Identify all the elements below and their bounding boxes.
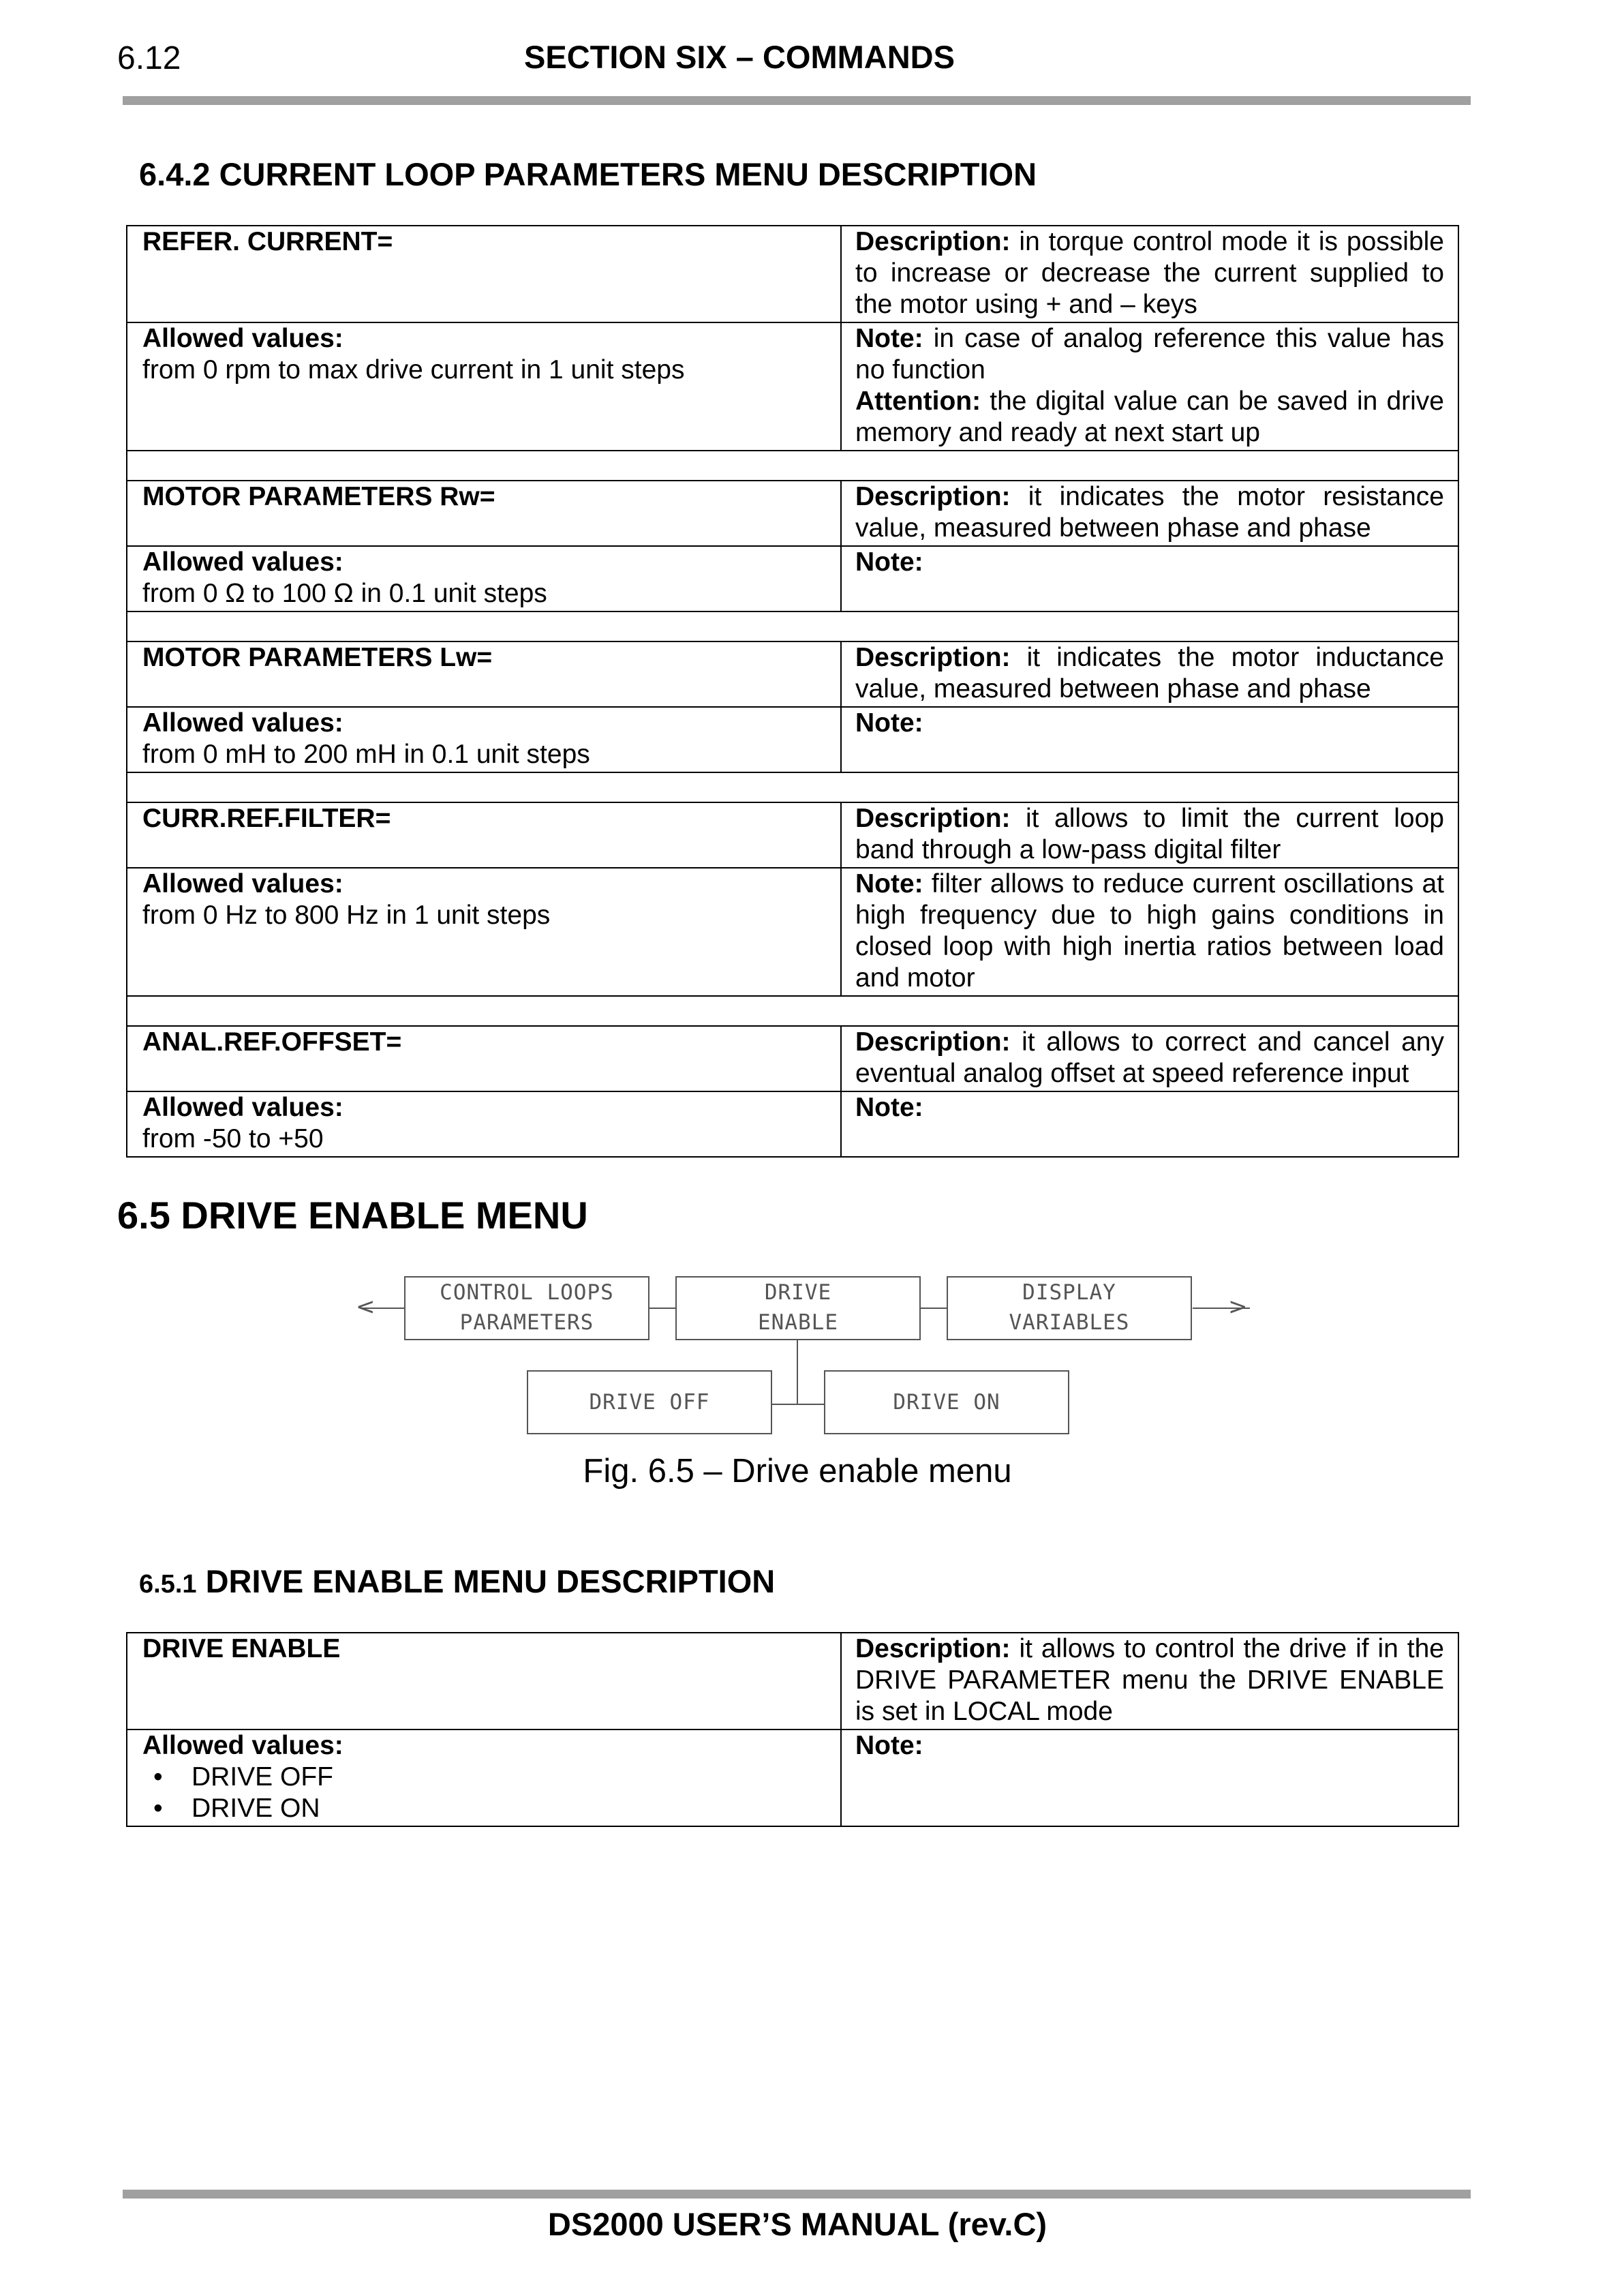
table-spacer-row [127,451,1458,481]
page-number: 6.12 [117,40,181,76]
allowed-values-label: Allowed values: [142,869,343,898]
right-arrow-icon: > [1228,1293,1248,1320]
allowed-values-text: from 0 rpm to max drive current in 1 unit steps [142,355,685,384]
allowed-values-cell [127,707,841,772]
note-cell [841,1091,1458,1157]
footer-title: DS2000 USER’S MANUAL (rev.C) [547,2206,1047,2242]
figure-caption: Fig. 6.5 – Drive enable menu [583,1453,1012,1490]
table-row [127,226,1458,322]
allowed-values-label: Allowed values: [142,324,343,353]
note-text: in case of analog reference this value has no function [855,324,1444,384]
allowed-values-cell [127,868,841,996]
description-label: Description: [855,1634,1011,1663]
drive-on-box [824,1370,1069,1434]
allowed-values-text: from 0 mH to 200 mH in 0.1 unit steps [142,740,590,769]
description-label: Description: [855,227,1011,256]
param-name-cell [127,481,841,546]
allowed-values-cell [127,546,841,611]
list-item-text: DRIVE ON [192,1794,320,1823]
param-name: ANAL.REF.OFFSET= [142,1027,402,1057]
drive-enable-menu-diagram [354,1265,1248,1442]
description-cell [841,641,1458,707]
display-variables-box [947,1276,1192,1340]
left-arrow-icon: < [356,1293,376,1320]
allowed-values-label: Allowed values: [142,708,343,738]
param-name-cell [127,226,841,322]
note-cell [841,546,1458,611]
list-item [142,1762,827,1793]
table-row [127,1091,1458,1157]
connector-line [797,1339,798,1404]
param-name: MOTOR PARAMETERS Lw= [142,643,493,672]
allowed-values-text: from 0 Ω to 100 Ω in 0.1 unit steps [142,579,547,608]
param-name: CURR.REF.FILTER= [142,804,391,833]
description-label: Description: [855,643,1011,672]
description-cell [841,802,1458,868]
description-label: Description: [855,804,1011,833]
heading-text: DRIVE ENABLE MENU DESCRIPTION [196,1563,776,1599]
note-label: Note: [855,547,923,577]
allowed-values-label: Allowed values: [142,547,343,577]
current-loop-parameters-table [126,225,1459,1158]
box-label: DRIVE OFF [589,1390,710,1415]
param-name: DRIVE ENABLE [142,1634,341,1663]
box-label: VARIABLES [1009,1310,1130,1335]
attention-label: Attention: [855,387,981,416]
param-name: REFER. CURRENT= [142,227,393,256]
header-rule [123,96,1471,105]
table-spacer-row [127,611,1458,641]
box-label: DISPLAY [1022,1280,1116,1305]
box-label: DRIVE [764,1280,832,1305]
list-item [142,1793,827,1824]
connector-line [648,1308,675,1309]
bullet-icon: • [153,1794,163,1823]
box-label: DRIVE ON [893,1390,1000,1415]
description-cell [841,226,1458,322]
note-label: Note: [855,708,923,738]
note-label: Note: [855,869,923,898]
note-label: Note: [855,1731,923,1760]
table-row [127,641,1458,707]
note-cell [841,707,1458,772]
connector-line [919,1308,947,1309]
table-spacer-row [127,772,1458,802]
table-row [127,802,1458,868]
drive-enable-table [126,1632,1459,1827]
param-name-cell [127,641,841,707]
note-cell [841,868,1458,996]
section-642-heading: 6.4.2 CURRENT LOOP PARAMETERS MENU DESCRIPTION [139,156,1037,192]
description-text: it allows to control the drive if in the DRIVE PARAMETER menu the DRIVE ENABLE is set in LOCAL mode [855,1634,1444,1726]
bullet-icon: • [153,1762,163,1792]
note-cell [841,1729,1458,1826]
table-row [127,868,1458,996]
table-row [127,546,1458,611]
table-row [127,1729,1458,1826]
allowed-values-label: Allowed values: [142,1731,343,1760]
param-name: MOTOR PARAMETERS Rw= [142,482,495,511]
description-cell [841,1026,1458,1091]
section-65-heading: 6.5 DRIVE ENABLE MENU [117,1194,588,1237]
drive-enable-box [675,1276,921,1340]
description-text: it indicates the motor inductance value, measured between phase and phase [855,643,1444,704]
param-name-cell [127,1633,841,1729]
table-row [127,481,1458,546]
description-text: it allows to limit the current loop band through a low-pass digital filter [855,804,1444,864]
description-label: Description: [855,1027,1011,1057]
section-651-heading [139,1562,775,1600]
heading-number: 6.5.1 [139,1570,197,1599]
note-cell [841,322,1458,451]
allowed-values-text: from 0 Hz to 800 Hz in 1 unit steps [142,901,551,930]
param-name-cell [127,1026,841,1091]
note-label: Note: [855,324,923,353]
allowed-values-list [142,1762,827,1824]
footer-rule [123,2190,1471,2199]
note-text: filter allows to reduce current oscillations at high frequency due to high gains conditions in closed loop with high inertia ratios between load and motor [855,869,1444,993]
table-row [127,1026,1458,1091]
allowed-values-label: Allowed values: [142,1093,343,1122]
drive-off-box [527,1370,772,1434]
note-label: Note: [855,1093,923,1122]
box-label: CONTROL LOOPS [440,1280,614,1305]
description-text: it indicates the motor resistance value, measured between phase and phase [855,482,1444,543]
section-title: SECTION SIX – COMMANDS [524,39,955,75]
description-cell [841,1633,1458,1729]
param-name-cell [127,802,841,868]
description-cell [841,481,1458,546]
allowed-values-text: from -50 to +50 [142,1124,324,1153]
box-label: ENABLE [758,1310,838,1335]
attention-text: the digital value can be saved in drive memory and ready at next start up [855,387,1444,447]
list-item-text: DRIVE OFF [192,1762,334,1792]
description-text: it allows to correct and cancel any eventual analog offset at speed reference input [855,1027,1444,1088]
allowed-values-cell [127,322,841,451]
table-row [127,1633,1458,1729]
allowed-values-cell [127,1091,841,1157]
control-loops-parameters-box [404,1276,649,1340]
description-label: Description: [855,482,1011,511]
table-spacer-row [127,996,1458,1026]
description-text: in torque control mode it is possible to increase or decrease the current supplied to the motor using + and – keys [855,227,1444,319]
box-label: PARAMETERS [459,1310,594,1335]
allowed-values-cell [127,1729,841,1826]
table-row [127,707,1458,772]
connector-line [771,1404,824,1405]
table-row [127,322,1458,451]
